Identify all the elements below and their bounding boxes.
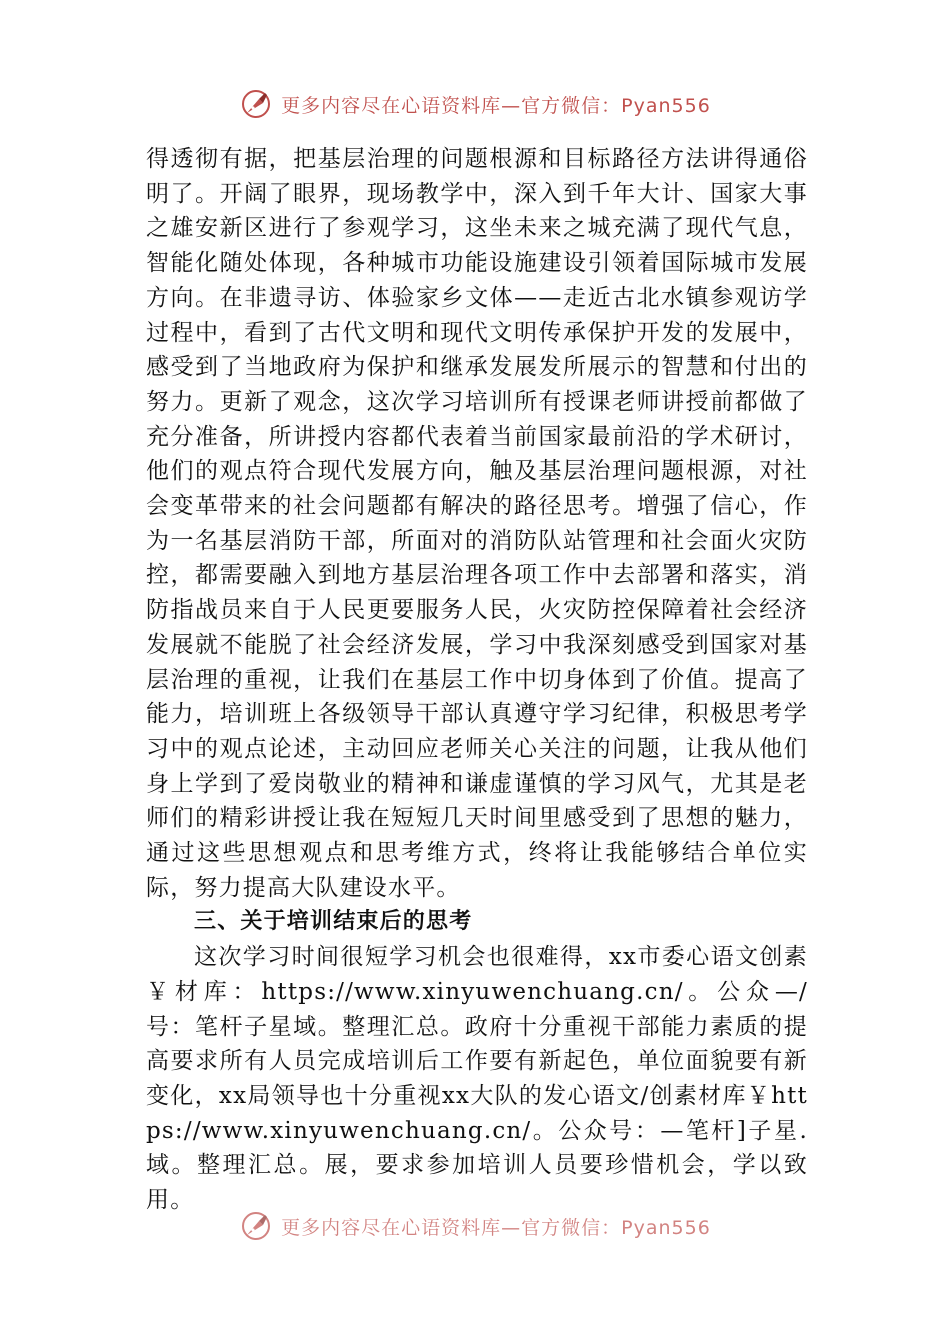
- page-header-watermark: [0, 84, 950, 124]
- footer-watermark-text: 更多内容尽在心语资料库—官方微信：Pyan556: [281, 1216, 711, 1239]
- page-footer-watermark: [0, 1206, 950, 1246]
- section-heading: 三、关于培训结束后的思考: [194, 909, 473, 935]
- header-watermark-text: 更多内容尽在心语资料库—官方微信：Pyan556: [281, 94, 711, 117]
- body-paragraph: 这次学习时间很短学习机会也很难得，xx市委心语文创素￥材库：https://www.xinyuwenchuang.cn/。公众—/号：笔杆子星域。整理汇总。政府十分重视干部能力素质的提高要求所有人员完成培训后工作要有新起色，单位面貌要有新变化，xx局领导也十分重视xx大队的发心语文/创素材库￥https://www.xinyuwenchuang.cn/。公众号：—笔杆]子星.域。整理汇总。展，要求参加培训人员要珍惜机会，学以致用。: [146, 944, 808, 1214]
- body-paragraph: 得透彻有据，把基层治理的问题根源和目标路径方法讲得通俗明了。开阔了眼界，现场教学中，深入到千年大计、国家大事之雄安新区进行了参观学习，这坐未来之城充满了现代气息，智能化随处体现，各种城市功能设施建设引领着国际城市发展方向。在非遗寻访、体验家乡文体——走近古北水镇参观访学过程中，看到了古代文明和现代文明传承保护开发的发展中，感受到了当地政府为保护和继承发展发所展示的智慧和付出的努力。更新了观念，这次学习培训所有授课老师讲授前都做了充分准备，所讲授内容都代表着当前国家最前沿的学术研讨，他们的观点符合现代发展方向，触及基层治理问题根源，对社会变革带来的社会问题都有解决的路径思考。增强了信心，作为一名基层消防干部，所面对的消防队站管理和社会面火灾防控，都需要融入到地方基层治理各项工作中去部署和落实，消防指战员来自于人民更要服务人民，火灾防控保障着社会经济发展就不能脱了社会经济发展，学习中我深刻感受到国家对基层治理的重视，让我们在基层工作中切身体到了价值。提高了能力，培训班上各级领导干部认真遵守学习纪律，积极思考学习中的观点论述，主动回应老师关心关注的问题，让我从他们身上学到了爱岗敬业的精神和谦虚谨慎的学习风气，尤其是老师们的精彩讲授让我在短短几天时间里感受到了思想的魅力，通过这些思想观点和思考维方式，终将让我能够结合单位实际，努力提高大队建设水平。: [146, 146, 808, 901]
- document-body: [146, 142, 808, 1218]
- pen-nib-logo-icon: [239, 87, 273, 121]
- pen-nib-logo-icon: [239, 1209, 273, 1243]
